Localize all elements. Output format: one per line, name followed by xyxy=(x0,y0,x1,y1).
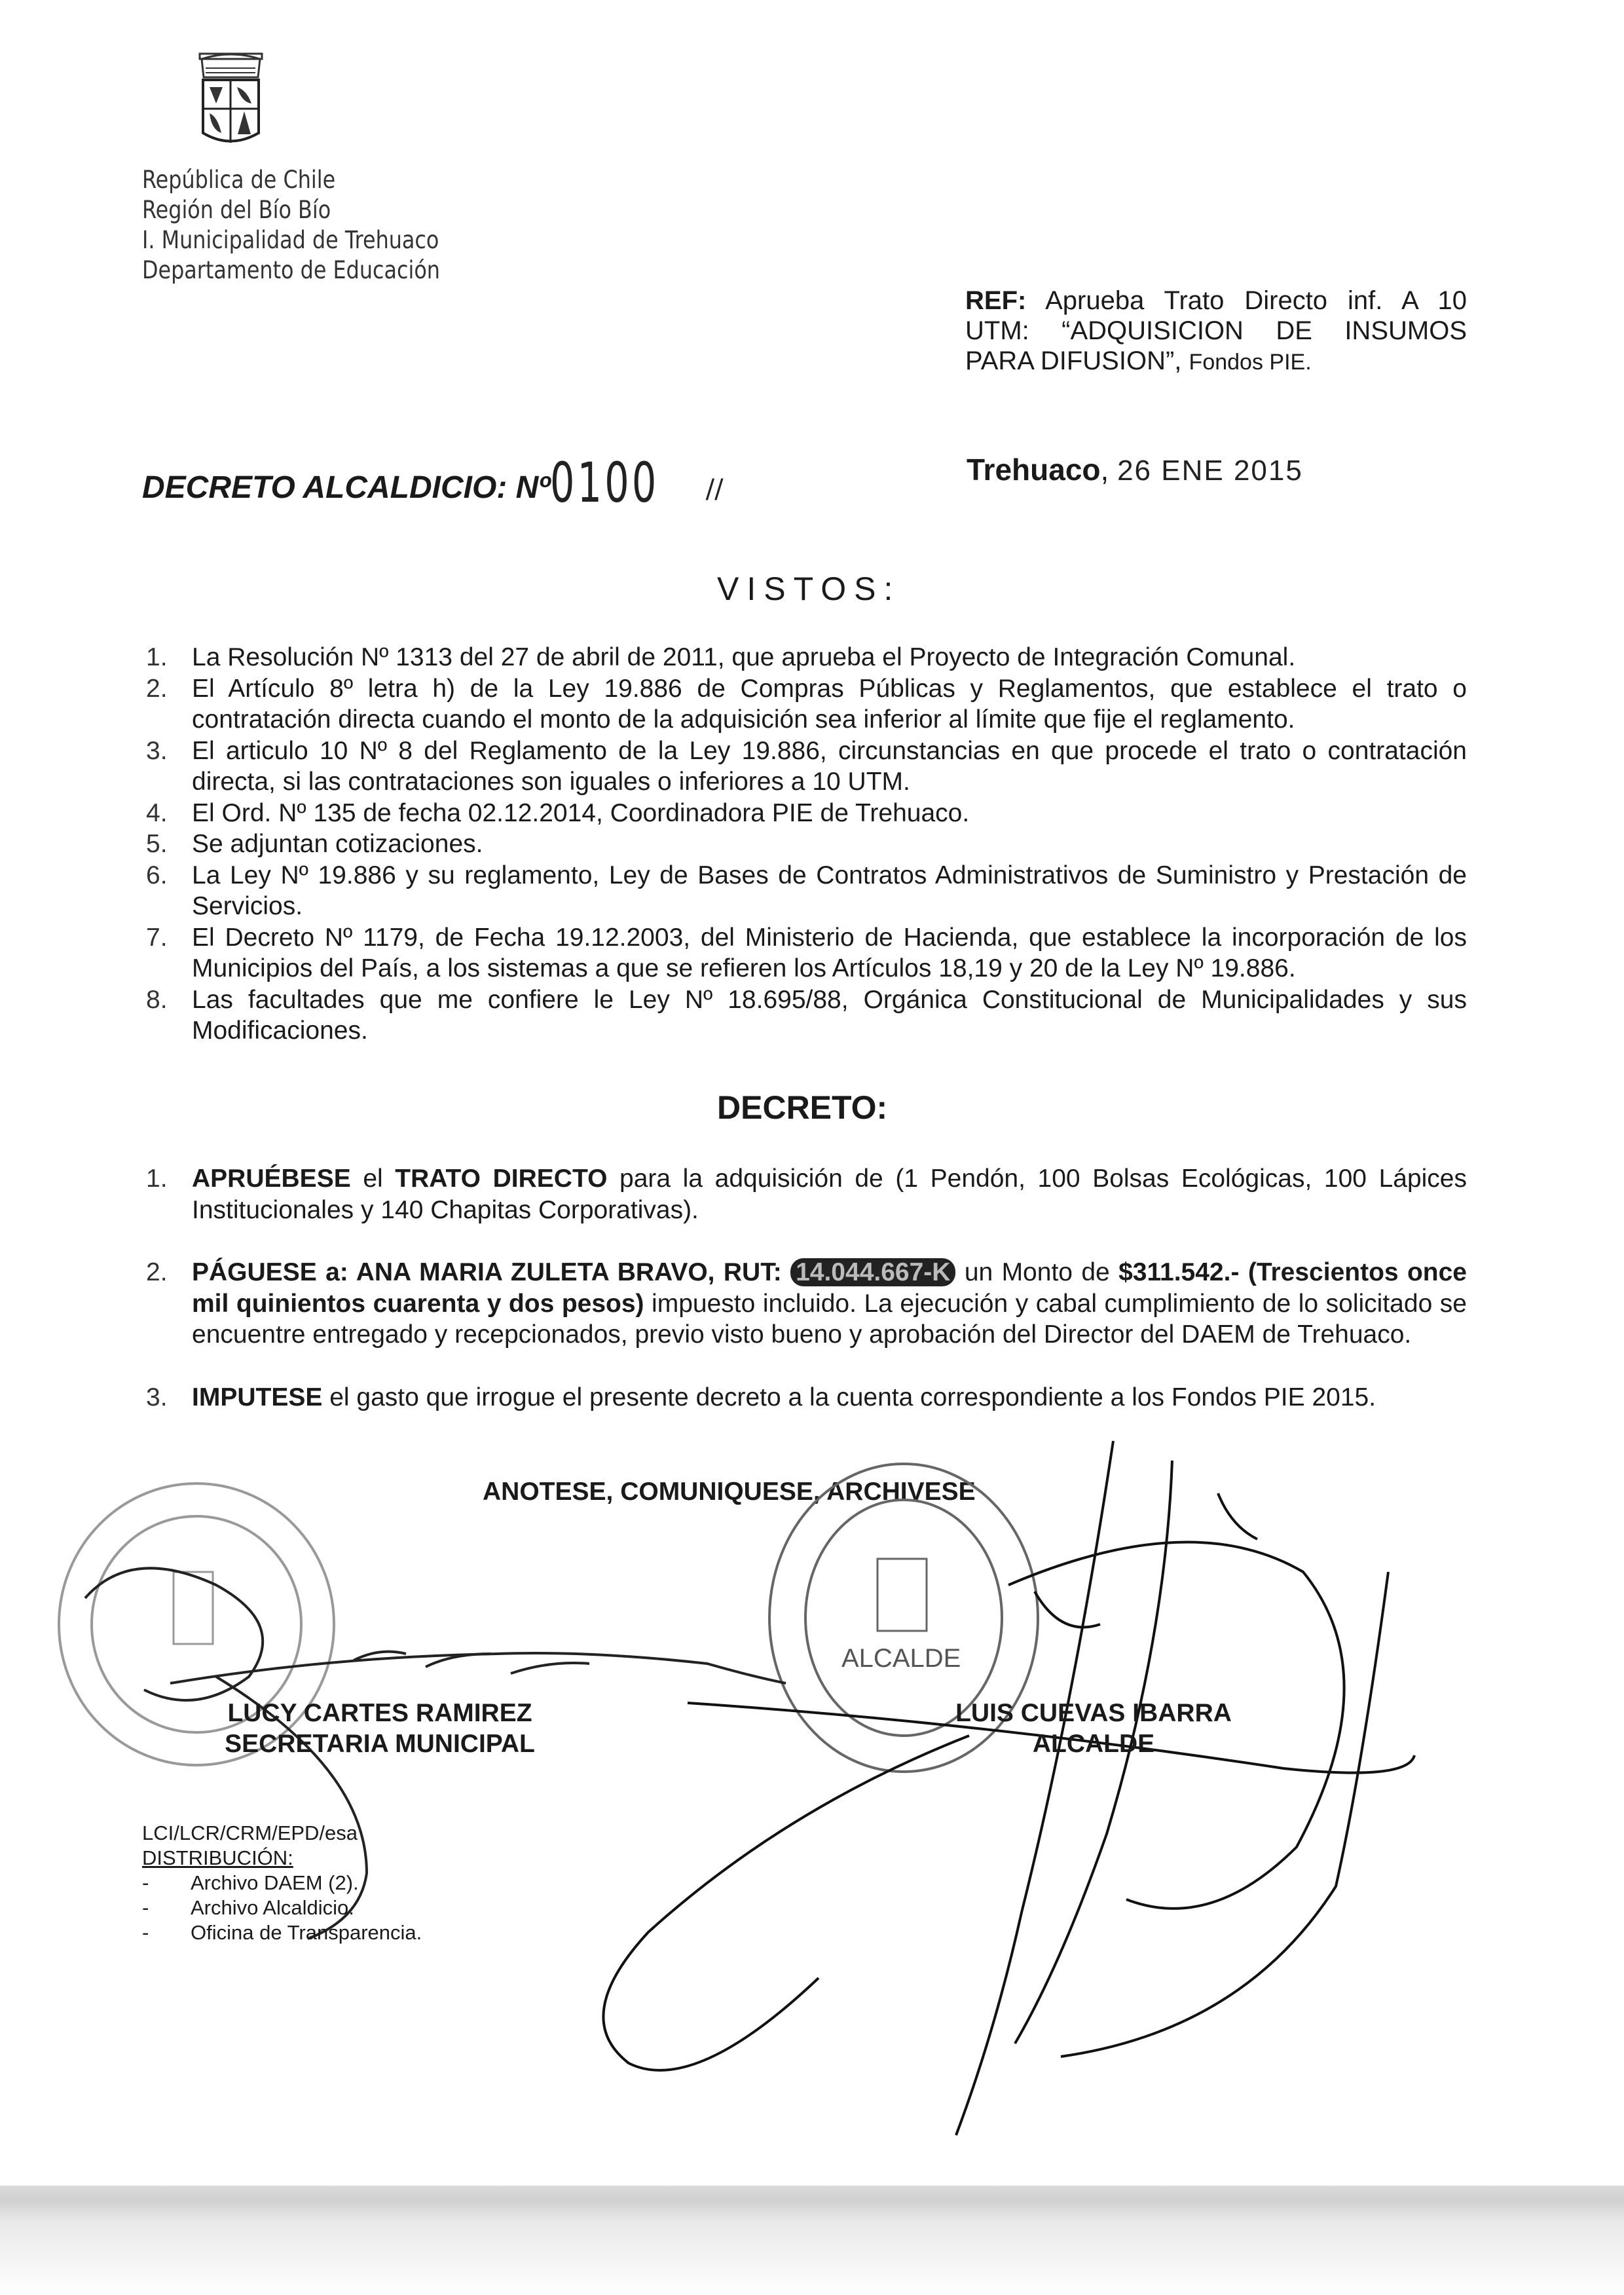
reference-block xyxy=(965,286,1467,377)
list-item: 1. La Resolución Nº 1313 del 27 de abril de 2011, que aprueba el Proyecto de Integración Comunal. xyxy=(146,643,1296,671)
decreto-item-pay: 2. PÁGUESE a: ANA MARIA ZULETA BRAVO, RUT: 14.044.667-K un Monto de $311.542.- (Trescientos once mil quinientos cuarenta y dos pesos) impuesto incluido. La ejecución y cabal cumplimiento de lo solicitado se encuentre entregado y recepcionados, previo visto bueno y aprobación del Director del DAEM de Trehuaco. xyxy=(146,1258,1467,1349)
scan-edge xyxy=(0,2181,1624,2295)
mayor-signature-block xyxy=(943,1698,1244,1759)
letterhead-line: I. Municipalidad de Trehuaco xyxy=(142,226,439,254)
decree-number-handwritten: 0100 xyxy=(549,451,659,515)
ref-fondos: Fondos PIE. xyxy=(1189,350,1312,375)
secretary-title: SECRETARIA MUNICIPAL xyxy=(225,1730,535,1758)
place-date: Trehuaco, 26 ENE 2015 xyxy=(967,453,1303,487)
secretary-name: LUCY CARTES RAMIREZ xyxy=(227,1699,532,1727)
list-item: 2. El Artículo 8º letra h) de la Ley 19.886 de Compras Públicas y Reglamentos, que establece el trato o contratación directa cuando el monto de la adquisición sea inferior al límite que fije el reglamento. xyxy=(146,674,1467,734)
date-stamp: 26 ENE 2015 xyxy=(1117,455,1303,487)
decreto-item-approve: 1. APRUÉBESE el TRATO DIRECTO para la adquisición de (1 Pendón, 100 Bolsas Ecológicas, 100 Lápices Institucionales y 140 Chapitas Corporativas). xyxy=(146,1165,1467,1224)
vistos-list xyxy=(146,642,1467,1047)
ref-line-2: UTM: “ADQUISICION DE INSUMOS xyxy=(965,316,1467,345)
svg-text:ALCALDE: ALCALDE xyxy=(841,1644,961,1673)
amount: $311.542.- xyxy=(1118,1258,1240,1286)
vistos-heading: VISTOS: xyxy=(717,570,901,607)
mayor-signature xyxy=(603,1441,1414,2135)
list-item: 3. El articulo 10 Nº 8 del Reglamento de la Ley 19.886, circunstancias en que procede el trato o contratación directa, si las contrataciones son iguales o inferiores a 10 UTM. xyxy=(146,736,1467,796)
list-item: 8. Las facultades que me confiere le Ley Nº 18.695/88, Orgánica Constitucional de Municipalidades y sus Modificaciones. xyxy=(146,985,1467,1045)
letterhead-line: Región del Bío Bío xyxy=(142,196,331,224)
secretary-signature-block xyxy=(196,1698,563,1759)
list-item: - Oficina de Transparencia. xyxy=(142,1921,422,1944)
letterhead-line: República de Chile xyxy=(142,166,336,194)
initials: LCI/LCR/CRM/EPD/esa xyxy=(142,1821,358,1844)
list-item: 5. Se adjuntan cotizaciones. xyxy=(146,830,483,858)
decree-number xyxy=(142,451,724,515)
coat-of-arms-logo xyxy=(190,51,272,156)
list-item: 4. El Ord. Nº 135 de fecha 02.12.2014, Coordinadora PIE de Trehuaco. xyxy=(146,798,970,827)
distribution-list xyxy=(142,1871,422,1945)
place-name: Trehuaco xyxy=(967,453,1101,487)
redacted-rut: 14.044.667-K xyxy=(790,1258,955,1286)
list-item: 6. La Ley Nº 19.886 y su reglamento, Ley de Bases de Contratos Administrativos de Suministro y Prestación de Servicios. xyxy=(146,861,1467,920)
ref-line-3: PARA DIFUSION”, xyxy=(965,346,1182,375)
list-item: - Archivo Alcaldicio. xyxy=(142,1896,354,1919)
ref-line-1: Aprueba Trato Directo inf. A 10 xyxy=(1045,286,1467,315)
decree-suffix: // xyxy=(705,474,724,504)
list-item: - Archivo DAEM (2). xyxy=(142,1871,359,1894)
mayor-title: ALCALDE xyxy=(1032,1730,1155,1758)
decreto-heading: DECRETO: xyxy=(717,1089,888,1126)
decree-label: DECRETO ALCALDICIO: Nº xyxy=(142,470,550,505)
footer xyxy=(142,1821,422,1945)
ref-label: REF: xyxy=(965,286,1027,315)
closing-formula: ANOTESE, COMUNIQUESE, ARCHIVESE xyxy=(483,1478,976,1506)
decreto-item-impute: 3. IMPUTESE el gasto que irrogue el presente decreto a la cuenta correspondiente a los Fondos PIE 2015. xyxy=(146,1383,1376,1411)
letterhead xyxy=(142,165,440,286)
list-item: 7. El Decreto Nº 1179, de Fecha 19.12.2003, del Ministerio de Hacienda, que establece la incorporación de los Municipios del País, a los sistemas a que se refieren los Artículos 18,19 y 20 de la Ley Nº 19.886. xyxy=(146,923,1467,982)
mayor-name: LUIS CUEVAS IBARRA xyxy=(955,1699,1232,1727)
distribution-label: DISTRIBUCIÓN: xyxy=(142,1846,293,1869)
decreto-list xyxy=(146,1163,1467,1444)
letterhead-line: Departamento de Educación xyxy=(142,256,440,284)
